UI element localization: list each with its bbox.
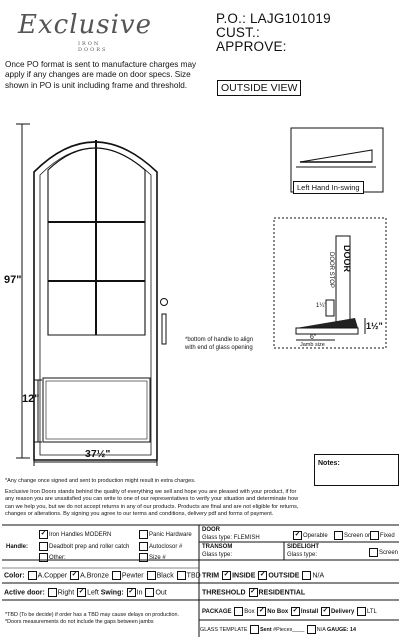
package-install-checkbox[interactable]: ✓	[292, 607, 299, 614]
package-row: PACKAGE Box ✓ No Box ✓ Install ✓ Delivery LTL	[202, 607, 377, 616]
logo-subtext: IRON DOORS	[78, 41, 108, 53]
jamb-size-value: 6"	[310, 334, 317, 341]
package-ltl-checkbox[interactable]	[357, 607, 366, 616]
width-dimension: 37½"	[85, 448, 111, 460]
color-tbd-checkbox[interactable]	[177, 571, 186, 580]
panel-dimension: 12"	[22, 393, 40, 405]
view-label: OUTSIDE VIEW	[217, 80, 301, 96]
handle-option-autoclosor[interactable]: Autoclosor #	[138, 542, 182, 551]
door-glass-type: Glass type: FLEMISH	[202, 535, 260, 541]
cust-field: CUST.:	[216, 25, 260, 40]
screen-checkbox[interactable]	[369, 548, 378, 557]
color-row: Color: A.Copper ✓ A.Bronze Pewter Black TBD	[4, 571, 201, 580]
sidelight-screen[interactable]: Screen	[368, 548, 398, 557]
notes-box[interactable]	[314, 454, 399, 486]
sidelight-label: SIDELIGHT	[287, 544, 320, 550]
jamb-size-caption: Jamb size	[300, 342, 325, 348]
transom-label: TRANSOM	[202, 544, 233, 550]
jamb-thickness: 1½"	[366, 321, 383, 331]
handle-option-deadbolt[interactable]: Deadbolt prep and roller catch	[38, 542, 129, 551]
jamb-dim-label: 1¼"	[316, 303, 327, 309]
trim-outside-checkbox[interactable]: ✓	[259, 571, 266, 578]
color-black-checkbox[interactable]	[147, 571, 156, 580]
intro-text: Once PO format is sent to manufacture charges may apply if any changes are made on door specs. Size shown in PO is unit including frame and threshold.	[5, 60, 197, 90]
door-stop-label: DOOR STOP	[328, 252, 334, 288]
swing-out-checkbox[interactable]	[145, 588, 154, 597]
screen-checkbox[interactable]	[334, 531, 343, 540]
trim-na-checkbox[interactable]	[302, 571, 311, 580]
trim-inside-checkbox[interactable]: ✓	[223, 571, 230, 578]
transom-glass-type: Glass type:	[202, 552, 233, 558]
threshold-row: THRESHOLD ✓ RESIDENTIAL	[202, 588, 306, 597]
checkbox[interactable]	[139, 553, 148, 562]
handle-option-other[interactable]: Other:	[38, 553, 66, 562]
threshold-residential-checkbox[interactable]: ✓	[250, 588, 256, 595]
checkbox[interactable]	[39, 542, 48, 551]
height-dimension: 97"	[4, 274, 22, 286]
handle-note: *bottom of handle to align with end of glass opening	[185, 337, 254, 351]
disclaimer: *Any change once signed and sent to production might result in extra charges.	[5, 478, 196, 484]
package-box-checkbox[interactable]	[234, 607, 243, 616]
terms-text: Exclusive Iron Doors stands behind the quality of everything we sell and hope you are pleased with your product, if for any reason you are unsatisfied you can write to one of our representatives to verify your situation and determinate how can we help you, but we do not accept returns in any of our products. Products are final and are not eligible for returns, changes or alterations. By signing you agree to our terms and conditions, delivery pdf and forms of payment.	[5, 489, 299, 517]
footnote: *TBD (To be decide) if order has a TBD may cause delays on production. *Doors measurements do not include the gaps between jambs	[5, 612, 179, 625]
active-door-row: Active door: Right ✓ Left Swing: ✓ In Out	[4, 588, 167, 597]
fixed-checkbox[interactable]	[370, 531, 379, 540]
sidelight-glass-type: Glass type:	[287, 552, 318, 558]
approve-field: APPROVE:	[216, 39, 287, 54]
checkbox[interactable]	[139, 542, 148, 551]
checkbox[interactable]	[139, 530, 148, 539]
swing-in-checkbox[interactable]: ✓	[128, 588, 135, 595]
door-screen[interactable]: Screen or	[333, 531, 370, 540]
swing-label: Left Hand In-swing	[293, 181, 364, 194]
color-copper-checkbox[interactable]	[28, 571, 37, 580]
active-right-checkbox[interactable]	[48, 588, 57, 597]
notes-label: Notes:	[318, 460, 340, 467]
active-left-checkbox[interactable]: ✓	[78, 588, 85, 595]
package-nobox-checkbox[interactable]: ✓	[258, 607, 265, 614]
operable-checkbox[interactable]: ✓	[294, 531, 301, 538]
logo-text: Exclusive	[18, 10, 152, 40]
color-bronze-checkbox[interactable]: ✓	[71, 571, 78, 578]
glass-template-row: GLASS TEMPLATE Sent #Pieces____ N/A GAUGE: 14	[200, 626, 357, 633]
glass-na-checkbox[interactable]	[307, 625, 316, 634]
door-section-label: DOOR	[202, 527, 220, 533]
door-fixed[interactable]: Fixed	[369, 531, 395, 540]
handle-option-panic[interactable]: Panic Hardware	[138, 530, 192, 539]
checkbox-checked[interactable]: ✓	[40, 530, 47, 537]
glass-sent-checkbox[interactable]	[250, 625, 259, 634]
color-pewter-checkbox[interactable]	[112, 571, 121, 580]
checkbox[interactable]	[39, 553, 48, 562]
door-operable[interactable]: ✓ Operable	[294, 531, 328, 540]
handle-label: Handle:	[6, 544, 29, 550]
package-delivery-checkbox[interactable]: ✓	[322, 607, 329, 614]
door-label: DOOR	[342, 245, 352, 272]
handle-option-iron[interactable]: ✓ Iron Handles MODERN	[40, 530, 112, 539]
handle-option-size[interactable]: Size #	[138, 553, 166, 562]
po-number: P.O.: LAJG101019	[216, 11, 331, 26]
trim-row: TRIM ✓ INSIDE ✓ OUTSIDE N/A	[202, 571, 325, 580]
